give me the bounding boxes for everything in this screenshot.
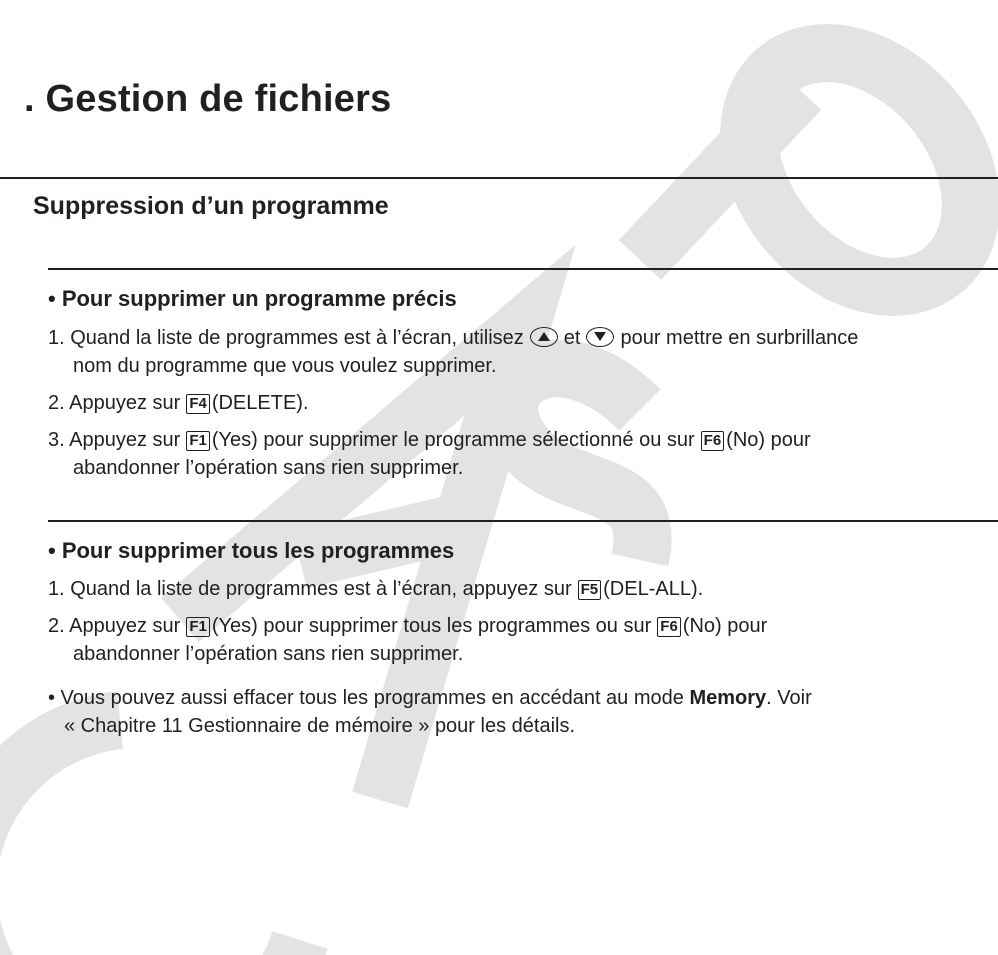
step-text: (DELETE). [211,392,309,414]
step-text: pour mettre en surbrillance [620,327,859,349]
step-text: (No) pour [726,429,811,451]
subsection-heading-1: • Pour supprimer un programme précis [48,286,457,311]
step-text: 1. Quand la liste de programmes est à l’écran, appuyez sur [48,578,572,600]
f4-key-icon: F4 [186,394,210,414]
note-text: . Voir [766,687,812,709]
step-2-line-1 [48,612,767,640]
step-3-line-1 [48,426,811,454]
subsection-divider-2 [48,520,998,522]
note-line-2: « Chapitre 11 Gestionnaire de mémoire » pour les détails. [64,715,576,737]
step-1-line-1 [48,324,858,352]
f6-key-icon: F6 [701,431,725,451]
note-line-1 [48,684,812,712]
up-arrow-key-icon [530,327,558,347]
step-1-line-2: nom du programme que vous voulez supprimer. [73,355,497,377]
step-2-line-2: abandonner l’opération sans rien supprimer. [73,643,464,665]
step-3-line-2: abandonner l’opération sans rien supprimer. [73,457,464,479]
step-text: (No) pour [682,615,768,637]
step-2-line [48,389,309,417]
memory-mode-label: Memory [689,687,767,709]
subsection-heading-2: • Pour supprimer tous les programmes [48,538,455,563]
header-divider [0,177,998,179]
step-text: (Yes) pour supprimer tous les programmes ou sur [211,615,652,637]
down-arrow-key-icon [586,327,614,347]
step-1-line [48,575,703,603]
f1-key-icon: F1 [186,431,210,451]
step-text: 2. Appuyez sur [48,392,181,414]
step-text: (Yes) pour supprimer le programme sélectionné ou sur [211,429,695,451]
step-text: 1. Quand la liste de programmes est à l’écran, utilisez [48,327,524,349]
note-text: • Vous pouvez aussi effacer tous les programmes en accédant au mode [48,687,684,709]
step-text: 3. Appuyez sur [48,429,181,451]
f5-key-icon: F5 [578,580,602,600]
step-text: et [563,327,581,349]
section-heading: Suppression d’un programme [33,192,389,220]
chapter-title: . Gestion de fichiers [24,78,392,120]
step-text: 2. Appuyez sur [48,615,181,637]
f6-key-icon: F6 [657,617,681,637]
f1-key-icon: F1 [186,617,210,637]
subsection-divider-1 [48,268,998,270]
step-text: (DEL-ALL). [603,578,704,600]
